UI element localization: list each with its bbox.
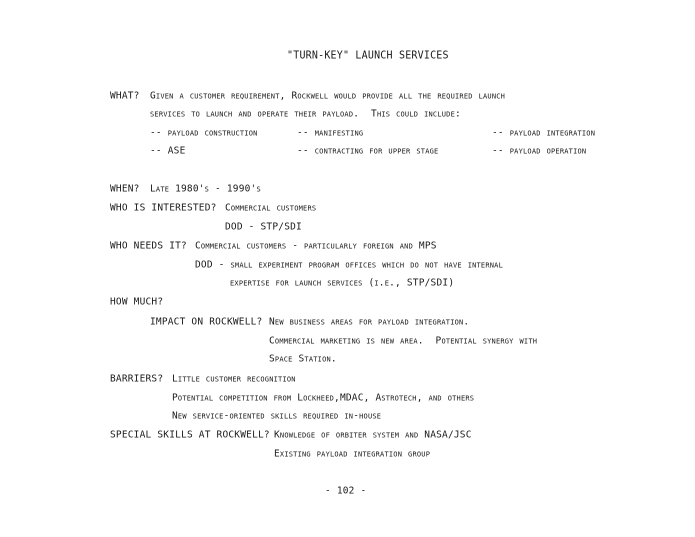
impact-text-3: Space Station. — [269, 353, 337, 365]
what-line-2: services to launch and operate their payload. This could include: — [150, 108, 461, 120]
barriers-text-2: Potential competition from Lockheed,MDAC, Astrotech, and others — [172, 392, 475, 404]
what-item-ase: -- ASE — [150, 145, 186, 157]
what-line-1: Given a customer requirement, Rockwell would provide all the required launch — [150, 90, 506, 102]
barriers-label: BARRIERS? — [110, 373, 164, 385]
who-needs-text-2: DOD - small experiment program offices which do not have internal — [195, 259, 504, 271]
impact-label: IMPACT ON ROCKWELL? — [150, 316, 263, 328]
what-item-payload-operation: -- payload operation — [492, 145, 587, 157]
what-label: WHAT? — [110, 90, 140, 102]
when-label: WHEN? — [110, 183, 140, 195]
who-needs-text-1: Commercial customers - particularly foreign and MPS — [195, 240, 437, 252]
who-interested-text-1: Commercial customers — [225, 202, 317, 214]
special-skills-text-1: Knowledge of orbiter system and NASA/JSC — [274, 429, 472, 441]
who-needs-label: WHO NEEDS IT? — [110, 240, 187, 252]
barriers-text-3: New service-oriented skills required in-house — [172, 410, 382, 422]
what-item-manifesting: -- manifesting — [297, 127, 364, 139]
special-skills-text-2: Existing payload integration group — [274, 448, 431, 460]
what-item-contracting: -- contracting for upper stage — [297, 145, 439, 157]
who-needs-text-3: expertise for launch services (i.e., STP/SDI) — [230, 277, 455, 289]
page-title: "TURN-KEY" LAUNCH SERVICES — [287, 50, 449, 62]
who-interested-label: WHO IS INTERESTED? — [110, 202, 217, 214]
who-interested-text-2: DOD - STP/SDI — [225, 221, 302, 233]
what-item-payload-construction: -- payload construction — [150, 127, 258, 139]
what-item-payload-integration: -- payload integration — [492, 127, 596, 139]
barriers-text-1: Little customer recognition — [172, 373, 296, 385]
page-number: - 102 - — [325, 485, 367, 497]
impact-text-1: New business areas for payload integration. — [269, 316, 470, 328]
when-text: Late 1980's - 1990's — [150, 183, 261, 195]
special-skills-label: SPECIAL SKILLS AT ROCKWELL? — [110, 429, 270, 441]
impact-text-2: Commercial marketing is new area. Potential synergy with — [269, 335, 538, 347]
how-much-label: HOW MUCH? — [110, 296, 164, 308]
